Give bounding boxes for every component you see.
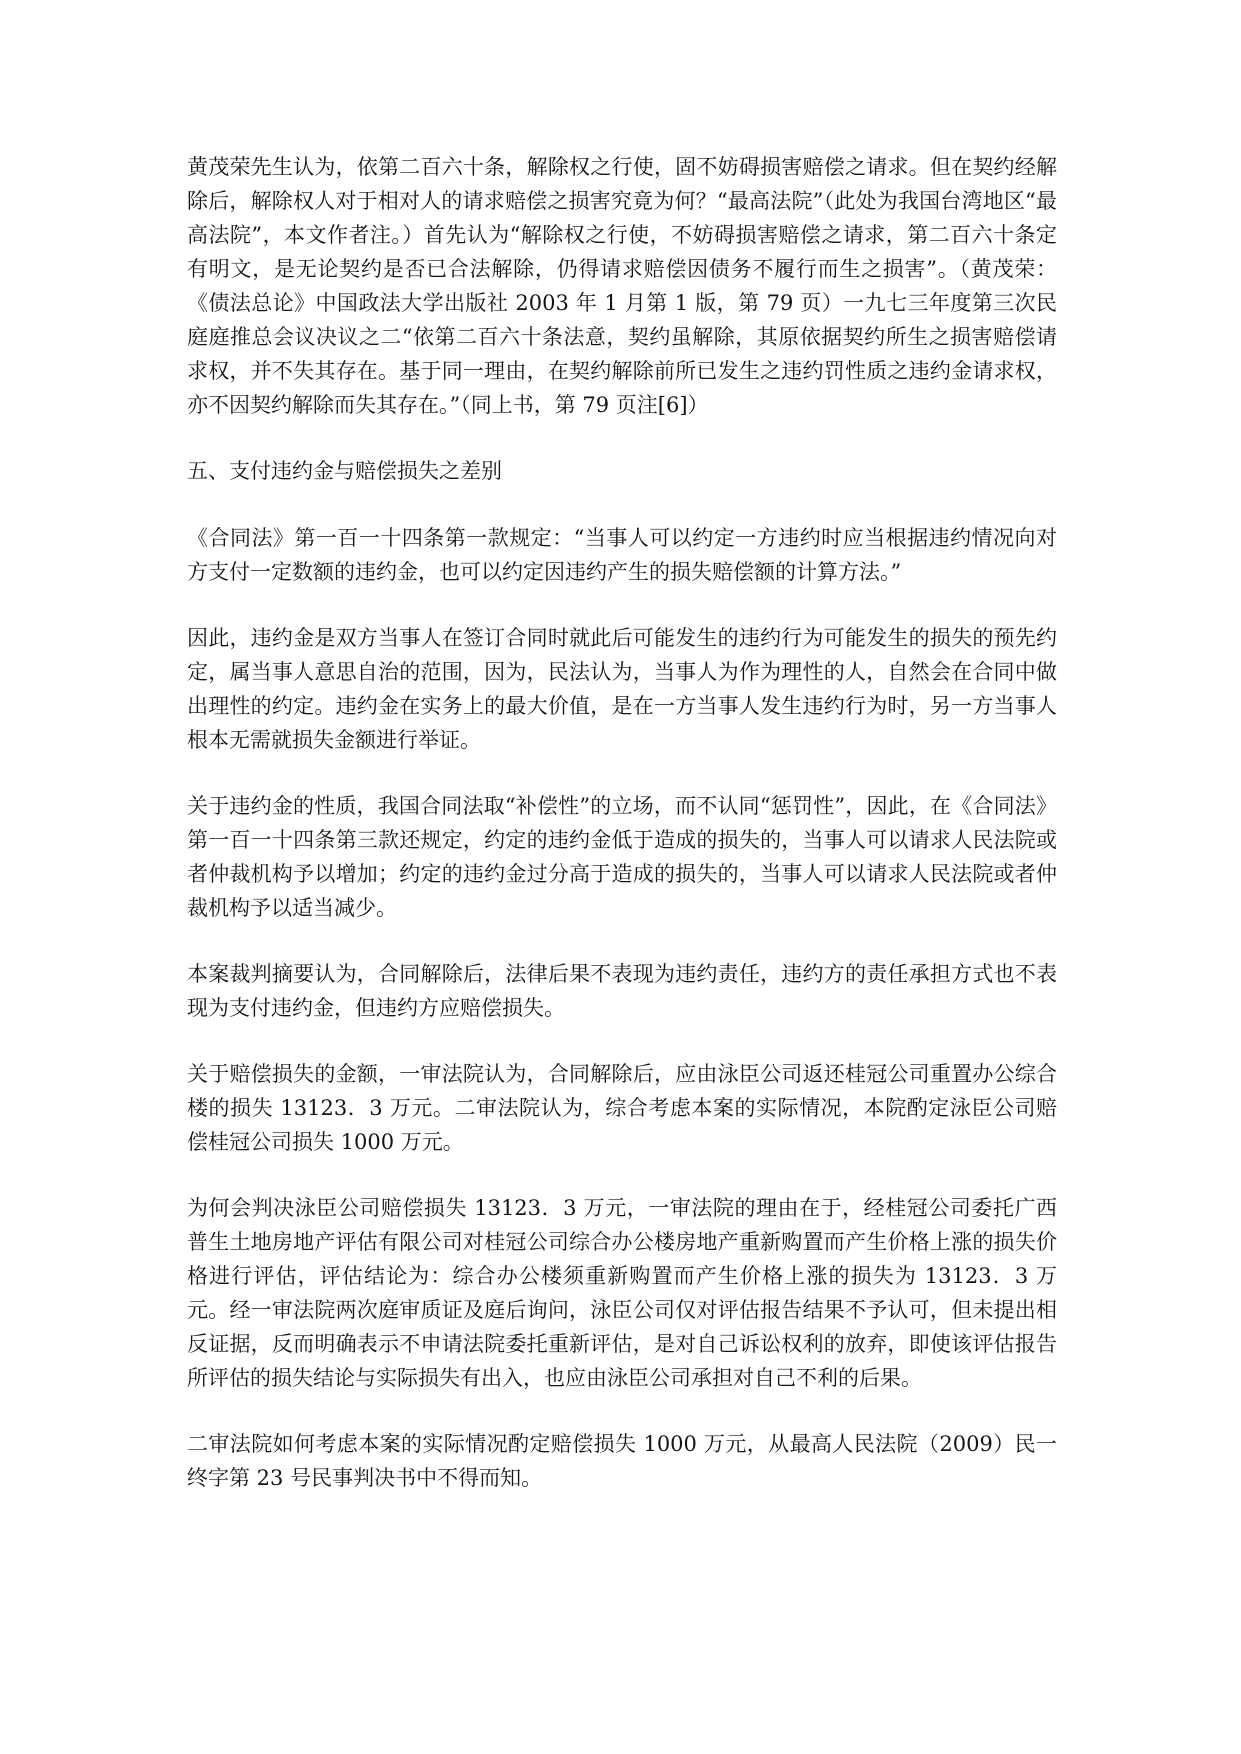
section-heading-five: 五、支付违约金与赔偿损失之差别	[187, 459, 502, 483]
paragraph-damages-amount: 关于赔偿损失的金额，一审法院认为，合同解除后，应由泳臣公司返还桂冠公司重置办公综合楼的损失 13123．3 万元。二审法院认为，综合考虑本案的实际情况，本院酌定泳臣公司赔偿桂冠公司损失 1000 万元。	[187, 1062, 1057, 1154]
document-page	[187, 150, 1057, 1527]
paragraph-compensatory-position: 关于违约金的性质，我国合同法取“补偿性”的立场，而不认同“惩罚性”，因此，在《合同法》第一百一十四条第三款还规定，约定的违约金低于造成的损失的，当事人可以请求人民法院或者仲裁机构予以增加；约定的违约金过分高于造成的损失的，当事人可以请求人民法院或者仲裁机构予以适当减少。	[187, 794, 1057, 920]
paragraph-liquidated-damages-nature: 因此，违约金是双方当事人在签订合同时就此后可能发生的违约行为可能发生的损失的预先约定，属当事人意思自治的范围，因为，民法认为，当事人为作为理性的人，自然会在合同中做出理性的约定。违约金在实务上的最大价值，是在一方当事人发生违约行为时，另一方当事人根本无需就损失金额进行举证。	[187, 626, 1057, 752]
paragraph-contract-law-article-114: 《合同法》第一百一十四条第一款规定：“当事人可以约定一方违约时应当根据违约情况向对方支付一定数额的违约金，也可以约定因违约产生的损失赔偿额的计算方法。”	[187, 526, 1057, 584]
paragraph-judgment-summary: 本案裁判摘要认为，合同解除后，法律后果不表现为违约责任，违约方的责任承担方式也不表现为支付违约金，但违约方应赔偿损失。	[187, 962, 1057, 1020]
paragraph-huang-maorong-view: 黄茂荣先生认为，依第二百六十条，解除权之行使，固不妨碍损害赔偿之请求。但在契约经解除后，解除权人对于相对人的请求赔偿之损害究竟为何？“最高法院”（此处为我国台湾地区“最高法院”，本文作者注。）首先认为“解除权之行使，不妨碍损害赔偿之请求，第二百六十条定有明文，是无论契约是否已合法解除，仍得请求赔偿因债务不履行而生之损害”。（黄茂荣：《债法总论》中国政法大学出版社 2003 年 1 月第 1 版，第 79 页）一九七三年度第三次民庭庭推总会议决议之二“依第二百六十条法意，契约虽解除，其原依据契约所生之损害赔偿请求权，并不失其存在。基于同一理由，在契约解除前所已发生之违约罚性质之违约金请求权，亦不因契约解除而失其存在。”（同上书，第 79 页注[6]）	[187, 155, 1057, 417]
paragraph-second-instance-unknown: 二审法院如何考虑本案的实际情况酌定赔偿损失 1000 万元，从最高人民法院（2009）民一终字第 23 号民事判决书中不得而知。	[187, 1432, 1057, 1490]
paragraph-first-instance-reasoning: 为何会判决泳臣公司赔偿损失 13123．3 万元，一审法院的理由在于，经桂冠公司委托广西普生土地房地产评估有限公司对桂冠公司综合办公楼房地产重新购置而产生价格上涨的损失价格进行评估，评估结论为：综合办公楼须重新购置而产生价格上涨的损失为 13123．3 万元。经一审法院两次庭审质证及庭后询问，泳臣公司仅对评估报告结果不予认可，但未提出相反证据，反而明确表示不申请法院委托重新评估，是对自己诉讼权利的放弃，即使该评估报告所评估的损失结论与实际损失有出入，也应由泳臣公司承担对自己不利的后果。	[187, 1196, 1057, 1390]
